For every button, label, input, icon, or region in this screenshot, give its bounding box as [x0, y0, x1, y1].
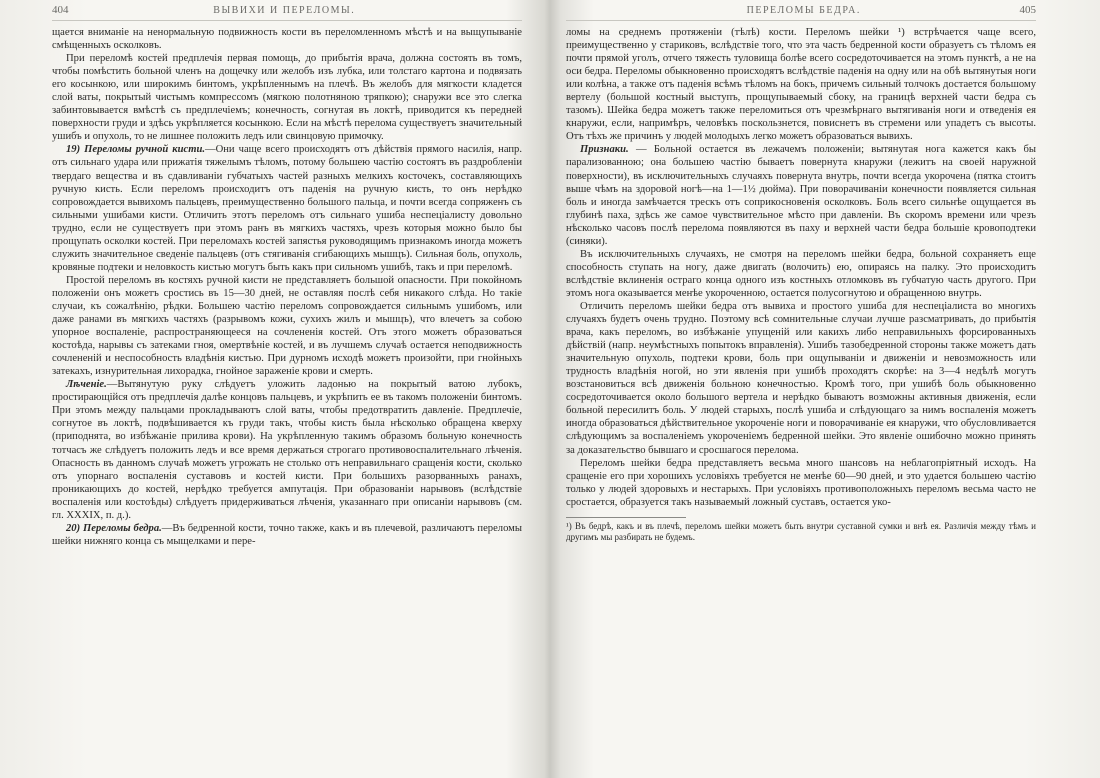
paragraph-text: Въ исключительныхъ случаяхъ, не смотря на переломъ шейки бедра, больной сохраняетъ еще способность ступать на ногу, даже двигать (волочить) ею, опираясь на палку. Это происходитъ вслѣдствіе вклиненія остраго конца одного изъ костныхъ отломковъ въ губчатую часть другого. При этомъ нога оказывается менѣе укороченною, остается полусогнутою и обращенною внутрь. [566, 248, 1036, 299]
paragraph-text: —Они чаще всего происходятъ отъ дѣйствія прямого насилія, напр. отъ сильнаго удара или прижатія тяжелымъ тѣломъ, потому большею частію состоятъ въ раздробленіи твердаго вещества и въ сдавливаніи губчатыхъ частей разныхъ мелкихъ косточекъ, составляющихъ ручную кисть. Если переломъ происходитъ отъ паденія на ручную кисть, то онъ нерѣдко сопровождается вывихомъ пальцевъ, преимущественно большого пальца, и почти всегда сопряженъ съ сильными ушибами кисти. Отличить этотъ переломъ отъ сильнаго ушиба неспеціалисту довольно трудно, если не существуетъ при этомъ ранъ въ мягкихъ частяхъ, чрезъ которыя можно было бы прощупать осколки костей. При переломахъ костей запястья руководящимъ признакомъ иногда можетъ служить значительное сведеніе пальцевъ (отъ стягиванія сгибающихъ мышцъ). Сильная боль, опухоль, кровяные подтеки и неловкость кистью могутъ быть какъ при сильномъ ушибѣ, такъ и при переломѣ. [52, 144, 522, 273]
paragraph-text: Переломъ шейки бедра представляетъ весьма много шансовъ на неблагопріятный исходъ. На сращеніе его при хорошихъ условіяхъ требуется не менѣе 60—90 дней, и это удается большею частію только у людей здоровыхъ и нестарыхъ. При условіяхъ противоположныхъ переломъ весьма часто не сростается, образуется такъ называемый ложный суставъ, остается уко- [566, 457, 1036, 508]
paragraph [52, 274, 522, 378]
left-page-body [52, 26, 522, 548]
paragraph-heading: Признаки. [580, 144, 629, 156]
paragraph-heading: 20) Переломы бедра. [66, 522, 162, 534]
paragraph-text: ломы на среднемъ протяженіи (тѣлѣ) кости. Переломъ шейки ¹) встрѣчается чаще всего, преимущественно у стариковъ, вслѣдствіе того, что эта часть бедренной кости образуетъ съ тѣломъ ея почти прямой уголъ, отчего тяжесть туловища болѣе всего сосредоточивается на этомъ пунктѣ, а не на оси бедра. Переломы обыкновенно происходятъ вслѣдствіе паденія на одну или на обѣ вытянутыя ноги или колѣна, а также отъ паденія всѣмъ тѣломъ на бокъ, причемъ сильный толчокъ достается большому вертелу (большой костный выступъ, прощупываемый сбоку, на границѣ верхней части бедра съ тазомъ). Шейка бедра можетъ также переломиться отъ чрезмѣрнаго вытягиванія ноги и отведенія ея кнаружи, если, напримѣръ, человѣкъ поскользнется, повиснетъ въ стремени или упадетъ съ высоты. Отъ тѣхъ же причинъ у людей молодыхъ легко можетъ образоваться вывихъ. [566, 27, 1036, 143]
paragraph-heading: Лѣченіе. [66, 379, 107, 391]
left-page [52, 4, 522, 774]
left-running-title: ВЫВИХИ И ПЕРЕЛОМЫ. [213, 5, 356, 16]
paragraph [52, 522, 522, 548]
footnote-rule [566, 517, 686, 518]
paragraph [52, 143, 522, 273]
paragraph-text: При переломѣ костей предплечія первая помощь, до прибытія врача, должна состоять въ томъ, чтобы помѣстить больной членъ на дощечку или желобъ изъ лубка, или толстаго картона и подвязать его косынкою, или широкимъ бинтомъ, укрѣпленнымъ на плечѣ. Въ желобъ для мягкости кладется слой ваты, покрытый чистымъ компрессомъ (мягкою полотняною тряпкою); снаружи все это слегка забинтовывается вмѣстѣ съ предплечіемъ; конечность, согнутая въ локтѣ, приводится къ передней поверхности груди и здѣсь укрѣпляется косынкою. Если на мѣстѣ перелома существуетъ значительный ушибъ и опухоль, то не лишнее положить ледъ или свинцовую примочку. [52, 53, 522, 143]
left-page-number: 404 [52, 4, 69, 16]
right-running-title: ПЕРЕЛОМЫ БЕДРА. [746, 5, 861, 16]
right-page-number: 405 [1019, 4, 1036, 16]
paragraph [566, 300, 1036, 457]
left-running-head [52, 4, 522, 21]
paragraph-text: щается вниманіе на ненормальную подвижность кости въ переломленномъ мѣстѣ и на выщупываніе смѣщенныхъ осколковъ. [52, 27, 522, 52]
footnote: ¹) Въ бедрѣ, какъ и въ плечѣ, переломъ шейки можетъ быть внутри суставной сумки и внѣ ея. Различія между тѣмъ и другимъ мы разбирать не будемъ. [566, 520, 1036, 542]
paragraph [566, 26, 1036, 143]
paragraph-text: —Вытянутую руку слѣдуетъ уложить ладонью на покрытый ватою лубокъ, простирающійся отъ предплечія далѣе концовъ пальцевъ, и укрѣпить ее въ такомъ положеніи бинтомъ. При этомъ между пальцами прокладываютъ слой ваты, чтобы предотвратить давленіе. Предплечіе, согнутое въ локтѣ, подвѣшивается къ груди такъ, чтобы кисть была нѣсколько обращена кверху (приподнята, во избѣжаніе прилива крови). На укрѣпленную такимъ образомъ больную конечность тотчасъ же слѣдуетъ положить ледъ и все время держаться строгаго противовоспалительнаго лѣченія. Опасность въ данномъ случаѣ можетъ угрожать не столько отъ неправильнаго сращенія кости, сколько отъ упорнаго воспаленія суставовъ и костей кисти. При большихъ разорванныхъ ранахъ, проникающихъ до костей, нерѣдко требуется ампутація. При образованіи нарывовъ (вслѣдствіе воспаленія или костоѣды) слѣдуетъ придерживаться лѣченія, указаннаго при описаніи нарывовъ (см. гл. XXXIX, п. д.). [52, 379, 522, 521]
right-page [566, 4, 1036, 774]
paragraph [52, 52, 522, 143]
paragraph-text: —Въ бедренной кости, точно также, какъ и въ плечевой, различаютъ переломы шейки нижняго конца съ мыщелками и пере- [52, 522, 522, 547]
paragraph [566, 248, 1036, 300]
paragraph [566, 143, 1036, 247]
right-page-body [566, 26, 1036, 509]
paragraph [52, 378, 522, 522]
paragraph [52, 26, 522, 52]
paragraph-text: — Больной остается въ лежачемъ положеніи; вытянутая нога кажется какъ бы парализованною; она большею частію бываетъ повернута кнаружи (лежитъ на своей наружной поверхности), въ исключительныхъ случаяхъ повернута внутрь, почти всегда укорочена (пятка стоитъ выше чѣмъ на здоровой ногѣ—на 1—1½ дюйма). При поворачиваніи конечности появляется сильная боль и иногда замѣчается трескъ отъ соприкосновенія осколковъ. Боль всего сильнѣе ощущается въ глубинѣ паха, здѣсь же самое чувствительное мѣсто при давленіи. Въ скоромъ времени или чрезъ нѣсколько часовъ послѣ перелома появляются въ паху и верхней части бедра большіе кровоподтеки (синяки). [566, 144, 1036, 247]
right-running-head [566, 4, 1036, 21]
paragraph [566, 457, 1036, 509]
paragraph-heading: 19) Переломы ручной кисти. [66, 144, 206, 156]
paragraph-text: Простой переломъ въ костяхъ ручной кисти не представляетъ большой опасности. При покойномъ положеніи онъ можетъ сростись въ 15—30 дней, не оставляя послѣ себя никакого слѣда. Но такіе случаи, къ сожалѣнію, рѣдки. Большею частію переломъ сопровождается сильнымъ ушибомъ, или даже ранами въ мягкихъ частяхъ (разрывомъ кожи, сухихъ жилъ и мышцъ), что влечетъ за собою упорное воспаленіе, распространяющееся на сочлененія костей. Отъ этого можетъ образоваться костоѣда, нарывы съ затеками гноя, омертвѣніе костей, и въ лучшемъ случаѣ остается неподвижность сочлененій и неспособность владѣнія кистью. При дурномъ исходѣ можетъ произойти, при гнойныхъ затекахъ, изнурительная лихорадка, гнойное зараженіе крови и смерть. [52, 274, 522, 378]
paragraph-text: Отличить переломъ шейки бедра отъ вывиха и простого ушиба для неспеціалиста во многихъ случаяхъ будетъ очень трудно. Поэтому всѣ сомнительные случаи лучше разсматривать, до прибытія врача, какъ переломъ, во избѣжаніе упущеній или какихъ либо неправильныхъ форсированныхъ дѣйствій (напр. неумѣстныхъ попытокъ вправленія). Ушибъ тазобедренной стороны также можетъ дать значительную опухоль, подтеки крови, боль при ощупываніи и движеніи и невозможность или трудность владѣнія ногой, но эти явленія при ушибѣ проходятъ скорѣе: на 3—4 недѣлѣ могутъ возстановиться всѣ движенія больною конечностью. Кромѣ того, при ушибѣ боль обыкновенно сосредоточивается около большого вертела и нерѣдко бываютъ возможны активныя движенія, если больной пересилитъ боль. У людей старыхъ, послѣ ушиба и слѣдующаго за нимъ воспаленія можетъ иногда образоваться дѣйствительное укороченіе ноги и поворачиваніе ея кнаружи, что обусловливается слѣдующимъ за воспаленіемъ укороченіемъ бедренной шейки. Это явленіе ошибочно можно принять за доказательство бывшаго и сросшагося перелома. [566, 300, 1036, 456]
